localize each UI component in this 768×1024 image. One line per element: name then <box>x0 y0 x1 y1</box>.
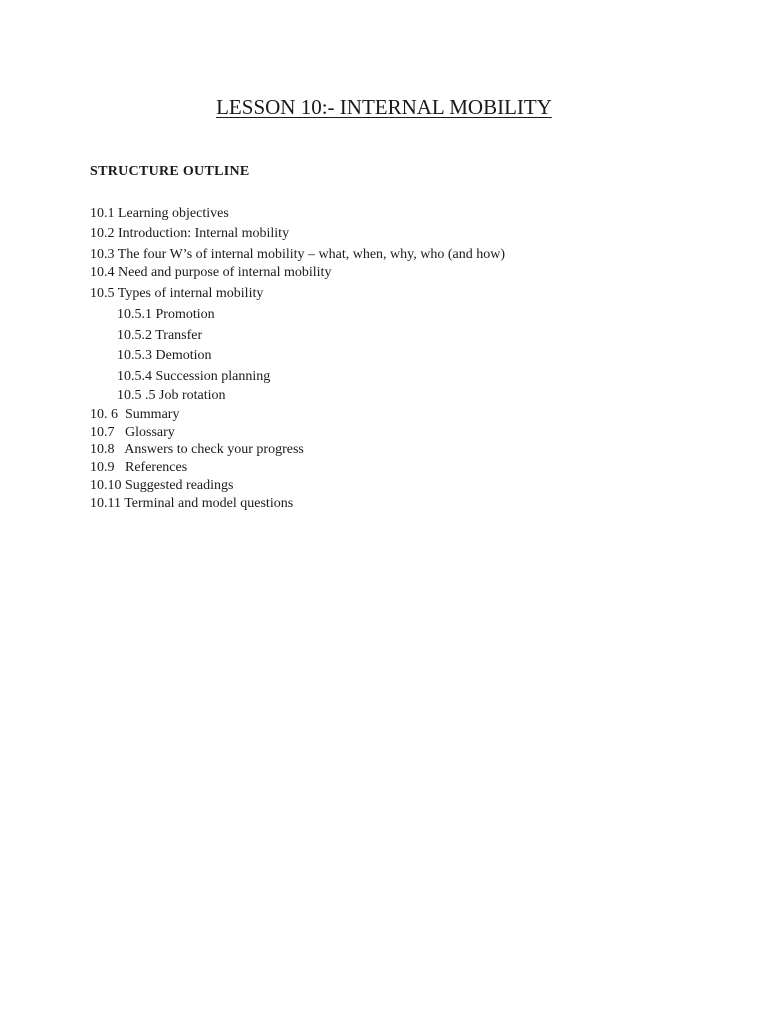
outline-item: 10.10 Suggested readings <box>90 478 234 493</box>
outline-item: 10.1 Learning objectives <box>90 206 229 221</box>
outline-subitem: 10.5 .5 Job rotation <box>117 388 226 403</box>
outline-subitem: 10.5.1 Promotion <box>117 307 215 322</box>
outline-subitem: 10.5.4 Succession planning <box>117 369 271 384</box>
outline-item: 10. 6 Summary <box>90 407 180 422</box>
outline-item: 10.7 Glossary <box>90 425 175 440</box>
structure-outline-heading: STRUCTURE OUTLINE <box>90 164 250 179</box>
outline-item: 10.9 References <box>90 460 188 475</box>
lesson-title-text: LESSON 10:- INTERNAL MOBILITY <box>216 95 552 119</box>
outline-item: 10.5 Types of internal mobility <box>90 286 264 301</box>
lesson-title <box>0 94 768 120</box>
outline-item: 10.11 Terminal and model questions <box>90 496 294 511</box>
outline-subitem: 10.5.3 Demotion <box>117 348 212 363</box>
outline-item: 10.8 Answers to check your progress <box>90 442 304 457</box>
outline-item: 10.4 Need and purpose of internal mobility <box>90 265 332 280</box>
outline-subitem: 10.5.2 Transfer <box>117 328 203 343</box>
outline-item: 10.3 The four W’s of internal mobility – what, when, why, who (and how) <box>90 247 506 262</box>
outline-item: 10.2 Introduction: Internal mobility <box>90 226 290 241</box>
